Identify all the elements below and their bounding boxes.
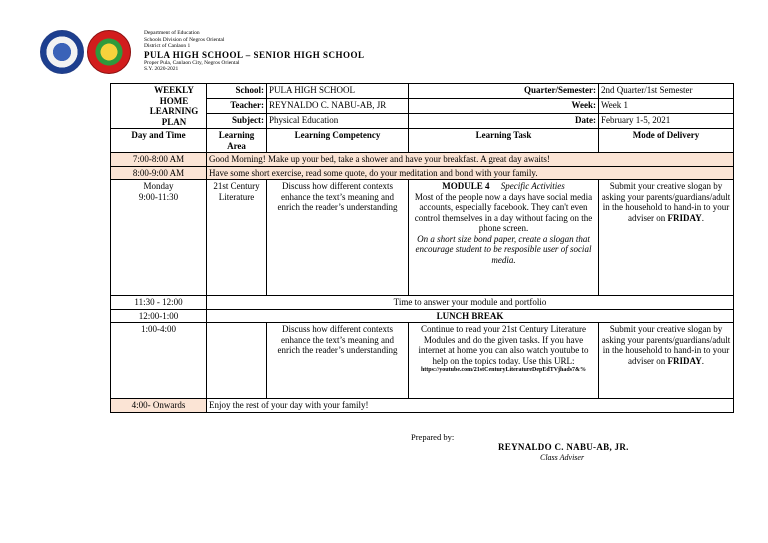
info-row-1 [111,84,734,99]
schedule-row [111,153,734,167]
col-delivery: Mode of Delivery [599,129,734,153]
row-time: 1:00-4:00 [111,323,207,399]
task-instruction: On a short size bond paper, create a slogan that encourage student to be resposible user of social media. [415,233,592,265]
learning-area: 21st Century Literature [207,180,267,296]
row-time: 4:00- Onwards [111,399,207,413]
letterhead-address: Proper Pula, Canlaon City, Negros Oriental [144,59,240,66]
date-label: Date: [409,114,599,129]
mode-of-delivery: Submit your creative slogan by asking your parents/guardians/adult in the household to hand-in to your adviser on FRIDAY. [599,323,734,399]
delivery-day: FRIDAY [667,212,702,223]
teacher-label: Teacher: [207,99,267,114]
row-time: 12:00-1:00 [111,309,207,323]
lunch-break: LUNCH BREAK [207,309,734,323]
letterhead-line3: District of Canlaon 1 [144,43,191,49]
col-competency: Learning Competency [267,129,409,153]
letterhead-line2: Schools Division of Negros Oriental [144,36,225,43]
date-value: February 1-5, 2021 [599,114,734,129]
week-label: Week: [409,99,599,114]
letterhead-line1: Department of Education [144,30,200,36]
learning-competency: Discuss how different contexts enhance the text’s meaning and enrich the reader’s understanding [267,323,409,399]
learning-competency: Discuss how different contexts enhance the text’s meaning and enrich the reader’s understanding [267,180,409,296]
learning-task [409,323,599,399]
school-seal-logo [87,30,131,74]
module-subtitle: Specific Activities [500,181,565,191]
schedule-row [111,166,734,180]
delivery-text: Submit your creative slogan by asking your parents/guardians/adult in the household to hand-in to your adviser on [601,324,731,366]
youtube-url: https://youtube.com/21stCenturyLiteratureDepEdTVjhads7&% [420,367,587,373]
learning-task [409,180,599,296]
subject-value: Physical Education [267,114,409,129]
col-area: Learning Area [207,129,267,153]
task-text: Most of the people now a days have social media accounts, especially facebook. They can't even control themselves in a day without facing on the phone screen. [414,191,593,233]
schedule-row [111,296,734,310]
weekly-plan-table [110,83,734,413]
day-time: 9:00-11:30 [138,191,179,202]
column-header-row [111,129,734,153]
monday-row [111,180,734,296]
row-time: 11:30 - 12:00 [111,296,207,310]
letterhead [144,30,365,73]
adviser-name: REYNALDO C. NABU-AB, JR. [498,442,629,452]
teacher-value: REYNALDO C. NABU-AB, JR [267,99,409,114]
quarter-value: 2nd Quarter/1st Semester [599,84,734,99]
week-value: Week 1 [599,99,734,114]
deped-seal-logo [40,30,84,74]
learning-area-empty [207,323,267,399]
quarter-label: Quarter/Semester: [409,84,599,99]
task-text: Continue to read your 21st Century Literature Modules and do the given tasks. If you have internet at home you can also watch youtube to help on the topics today. Use this URL: [418,324,589,366]
school-name: PULA HIGH SCHOOL – SENIOR HIGH SCHOOL [144,49,365,60]
row-time: 8:00-9:00 AM [111,166,207,180]
row-activity: Enjoy the rest of your day with your family! [207,399,734,413]
day-label: Monday [143,181,174,191]
delivery-text: Submit your creative slogan by asking your parents/guardians/adult in the household to hand-in to your adviser on [601,181,731,223]
module-title: MODULE 4 [442,181,490,191]
row-activity: Time to answer your module and portfolio [207,296,734,310]
schedule-row [111,309,734,323]
col-day: Day and Time [111,129,207,153]
prepared-by-label: Prepared by: [411,432,455,442]
row-activity: Have some short exercise, read some quote, do your meditation and bond with your family. [207,166,734,180]
school-year: S.Y. 2020-2021 [144,66,179,72]
plan-title: WEEKLY HOME LEARNING PLAN [111,84,207,129]
subject-label: Subject: [207,114,267,129]
row-time: 7:00-8:00 AM [111,153,207,167]
schedule-row [111,399,734,413]
monday-cell [111,180,207,296]
school-value: PULA HIGH SCHOOL [267,84,409,99]
col-task: Learning Task [409,129,599,153]
school-label: School: [207,84,267,99]
adviser-role: Class Adviser [540,453,585,462]
delivery-day: FRIDAY [667,355,702,366]
row-activity: Good Morning! Make up your bed, take a shower and have your breakfast. A great day awaits! [207,153,734,167]
afternoon-row [111,323,734,399]
mode-of-delivery: Submit your creative slogan by asking your parents/guardians/adult in the household to hand-in to your adviser on FRIDAY. [599,180,734,296]
